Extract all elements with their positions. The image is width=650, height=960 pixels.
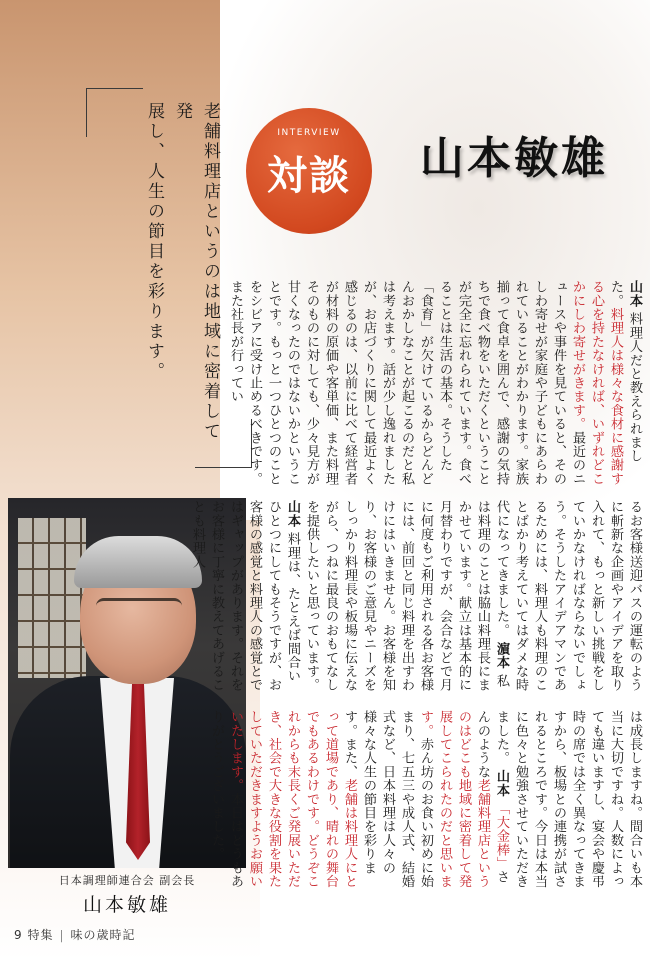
caption-name: 山本敏雄 <box>82 894 171 916</box>
lead-line-1: 老舗料理店というのは地域に密着して発 <box>172 102 220 442</box>
caption-organization: 日本調理師連合会 副会長 <box>58 874 196 887</box>
lower-text-a: は成長しますね。間合いも本当に大切ですね。人数によっても違いますし、宴会や慶弔時の席では全く異なってきますから、板場との連携が試されるところです。今日は本当に色々と勉強させていただきました。 <box>494 710 642 889</box>
speaker-label: 山本 <box>627 280 642 308</box>
footer-section: 特集 <box>27 928 54 942</box>
photo-caption <box>8 872 246 917</box>
footer-title: 味の歳時記 <box>70 928 136 942</box>
upper-text-b: 最近のニュースや事件を見ていると、そのしわ寄せが家庭や子どもにあらわれていることがわかります。家族揃って食卓を囲んで、感謝の気持ちで食べ物をいただくということが完全に忘れられています。食べることは生活の基本。そうした「食育」が欠けているからどんどんおかしなことが起こるのだと私は考えます。話が少し逸れましたが、お店づくりに関して最近よく感じるのは、以前に比べて経営者が材料の原価や客単価、また料理そのものに対しても、少々見方が甘くなったのではないかということです。もっと一つひとつのことをシビアに受け止めるべきです。また社長が行ってい <box>228 280 585 486</box>
middle-text-c: 料理は、たとえば間合いひとつにしてもそうですが、お客様の感覚と料理人の感覚とではギャップがあります。それをお客様に丁寧に教えてあげることも料理人 <box>190 500 300 692</box>
lead-quote <box>82 88 252 468</box>
article-middle-column <box>190 500 644 692</box>
footer-separator: | <box>59 928 65 942</box>
lead-line-2: 展し、人生の節目を彩ります。 <box>144 102 164 382</box>
speaker-label: 山本 <box>285 500 300 528</box>
lead-text <box>140 102 224 454</box>
lower-text-b: さんのような <box>475 710 509 884</box>
speaker-label: 濵本 <box>494 641 509 670</box>
lower-text-highlight-2: 老舗料理店というのはどこも地域に密着して発展してこられたのだと思います。 <box>418 710 490 889</box>
middle-text-a: るお客様送迎バスの運転のように斬新な企画やアイデアを取り入れて、もっと新しい挑戦をしていかなければならないでしょう。そうしたアイデアマンであるためには、料理人も料理のことばかり考えていてはダメな時代になってきました。 <box>494 500 642 692</box>
portrait-hair <box>74 536 202 588</box>
page-number: 9 <box>14 928 23 942</box>
portrait-glasses <box>96 598 182 621</box>
middle-text-b: 私は料理のことは脇山料理長にまかせています。献立は基本的に月替わりですが、会合などで月に何度もご利用される各お客様には、前回と同じ料理を出すわけにはいきません。お客様を知り、お客様のご意見やニーズをしっかり料理長や板場に伝えながら、つねに最良のおもてなしを提供したいと思っています。 <box>304 500 509 692</box>
bracket-top-left <box>86 88 143 137</box>
lower-text-highlight-1: 「大金棒」 <box>494 801 509 871</box>
badge-english: INTERVIEW <box>277 128 341 138</box>
page-footer <box>14 926 136 943</box>
badge-japanese: 対談 <box>267 152 351 199</box>
lower-text-c: 赤ん坊のお食い初めに始まり、七五三や成人式、結婚式など、日本料理は人々の様々な人生の節目を彩ります。また、 <box>342 710 433 889</box>
speaker-label: 山本 <box>494 769 509 797</box>
interview-badge <box>246 108 372 234</box>
article-body <box>190 270 644 920</box>
lower-text-highlight-3: 老舗は料理人にとって道場であり、晴れの舞台でもあるわけです。どうぞこれからも末長くご発展いただき、社会で大きな役割を果たしていただきますようお願いいたします。 <box>228 710 357 889</box>
lower-text-d: 本日はどうもありがとうございました。 <box>209 710 243 889</box>
page-title: 山本敏雄 <box>420 133 608 184</box>
article-upper-column <box>228 280 644 486</box>
upper-text-a: 料理人だと教えられました。 <box>608 280 642 463</box>
article-lower-column <box>209 710 644 896</box>
shoji-window-bars <box>18 518 86 678</box>
upper-text-highlight: 料理人は様々な食材に感謝する心を持たなければ、いずれどこかにしわ寄せがきます。 <box>570 280 623 486</box>
